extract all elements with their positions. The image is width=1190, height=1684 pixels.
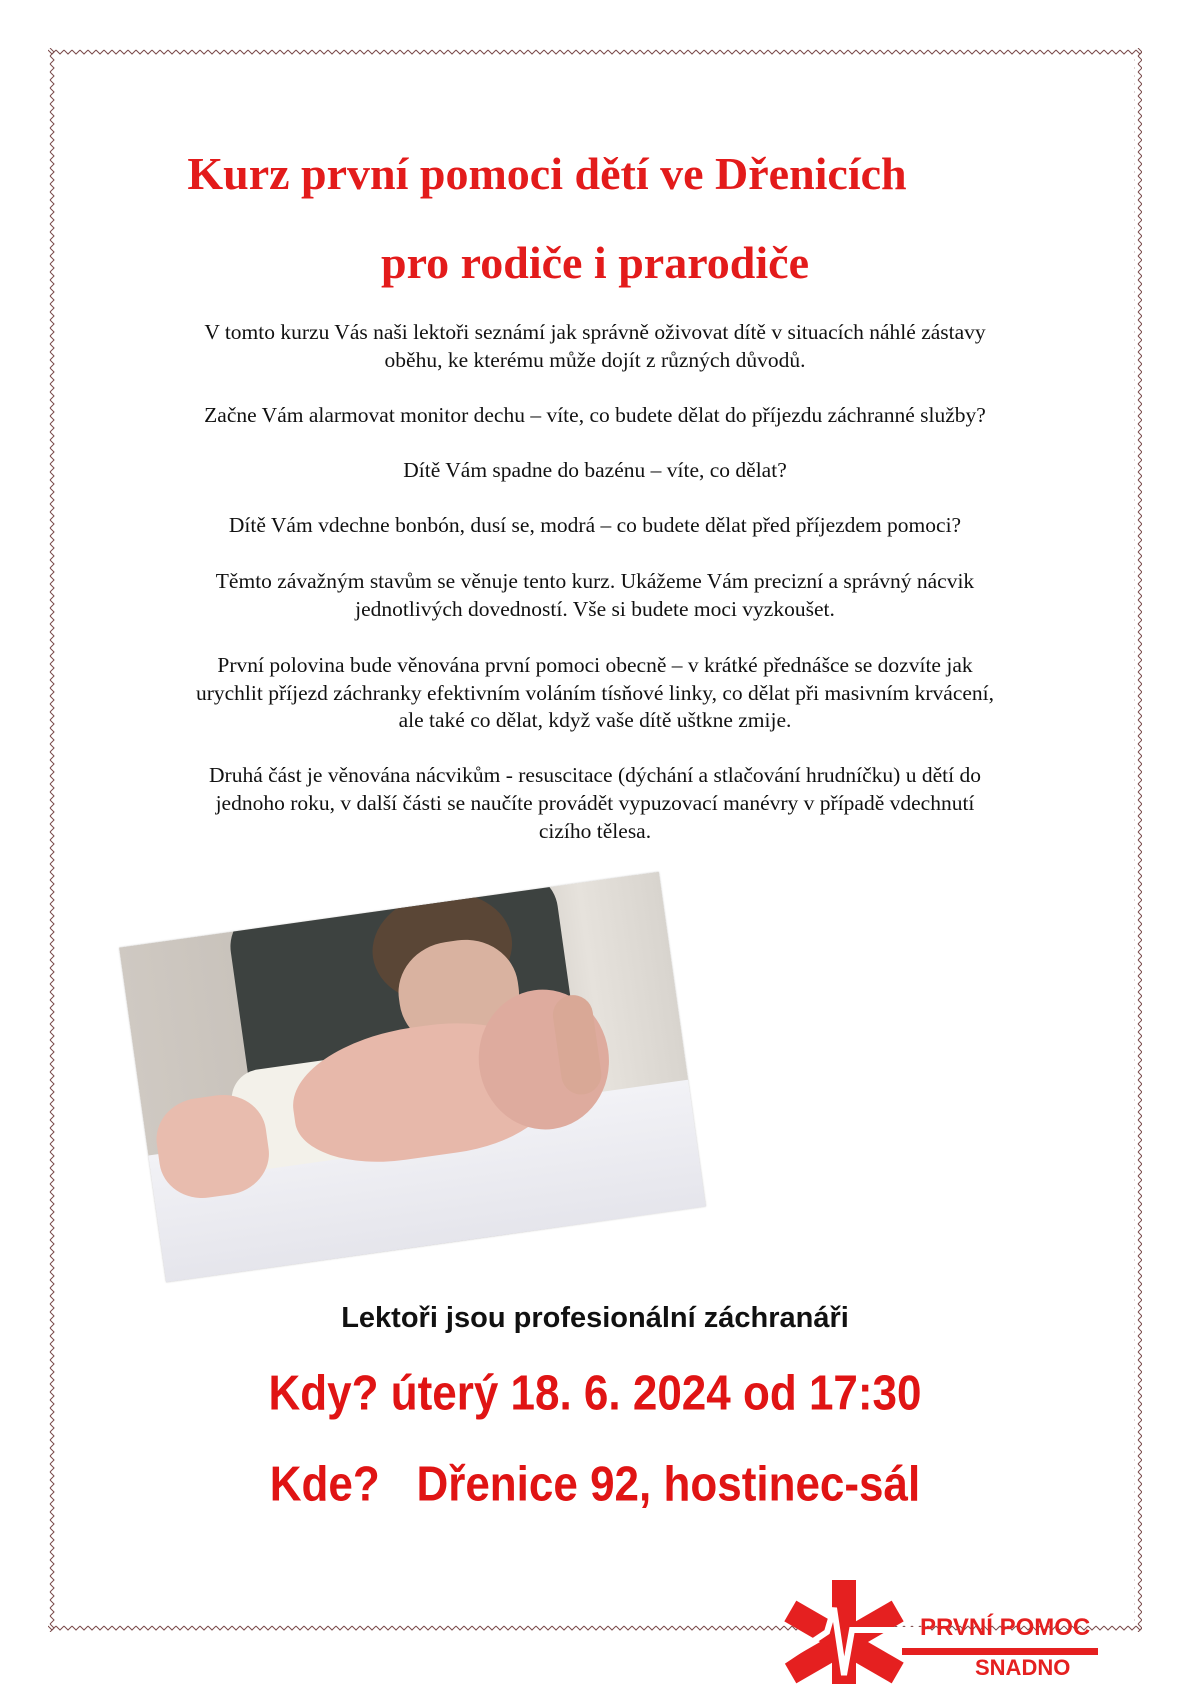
- body-text-line: oběhu, ke kterému může dojít z různých důvodů.: [384, 348, 806, 372]
- logo-text-line1: PRVNÍ POMOC: [920, 1614, 1091, 1641]
- body-text-line: jednotlivých dovedností. Vše si budete moci vyzkoušet.: [355, 597, 835, 621]
- event-location: Kde? Dřenice 92, hostinec-sál: [269, 1457, 921, 1512]
- body-text-line: cizího tělesa.: [538, 819, 652, 843]
- page-title: Kurz první pomoci dětí ve Dřenicích: [187, 148, 907, 199]
- body-text-line: Druhá část je věnována nácvikům - resuscitace (dýchání a stlačování hrudníčku) u dětí do: [209, 763, 981, 787]
- body-text-line: V tomto kurzu Vás naši lektoři seznámí jak správně oživovat dítě v situacích náhlé zástavy: [204, 320, 986, 344]
- prvni-pomoc-snadno-logo: [772, 1580, 1112, 1684]
- star-of-life-icon: [772, 1580, 922, 1684]
- body-text-line: Dítě Vám spadne do bazénu – víte, co dělat?: [403, 458, 787, 482]
- body-text-line: První polovina bude věnována první pomoci obecně – v krátké přednášce se dozvíte jak: [217, 653, 973, 677]
- body-text-line: Dítě Vám vdechne bonbón, dusí se, modrá – co budete dělat před příjezdem pomoci?: [228, 513, 962, 537]
- body-text-line: jednoho roku, v další části se naučíte provádět vypuzovací manévry v případě vdechnutí: [215, 791, 975, 815]
- body-text-line: ale také co dělat, když vaše dítě uštkne zmije.: [398, 708, 792, 732]
- body-text-line: Začne Vám alarmovat monitor dechu – víte, co budete dělat do příjezdu záchranné služby?: [204, 403, 986, 427]
- lecturers-note: Lektoři jsou profesionální záchranáři: [341, 1302, 849, 1334]
- page-subtitle: pro rodiče i prarodiče: [380, 237, 809, 288]
- body-text-line: Těmto závažným stavům se věnuje tento kurz. Ukážeme Vám precizní a správný nácvik: [215, 569, 975, 593]
- event-date-time: Kdy? úterý 18. 6. 2024 od 17:30: [268, 1366, 922, 1421]
- logo-text-line2: SNADNO: [975, 1655, 1071, 1680]
- body-text-line: urychlit příjezd záchranky efektivním voláním tísňové linky, co dělat při masivním krvácení,: [195, 681, 995, 705]
- logo-underline: [902, 1648, 1098, 1655]
